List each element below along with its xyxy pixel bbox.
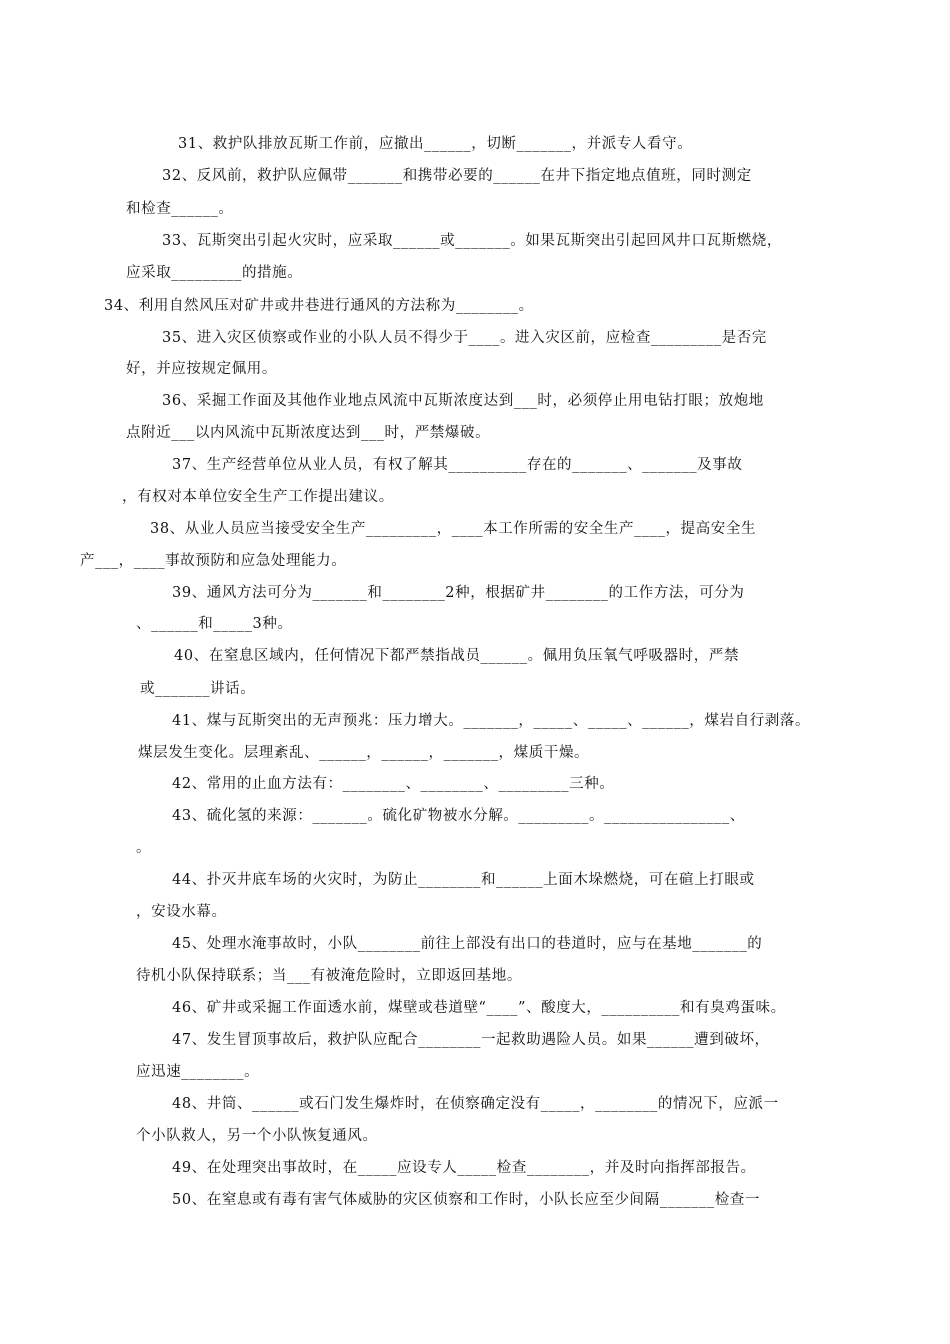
q48-line-2: 个小队救人，另一个小队恢复通风。	[136, 1128, 378, 1144]
q42-line-1: 42、常用的止血方法有：________、________、_________三种。	[172, 776, 615, 792]
q38-line-1: 38、从业人员应当接受安全生产_________，____本工作所需的安全生产____，提高安全生	[150, 521, 757, 537]
q32-line-1: 32、反风前，救护队应佩带_______和携带必要的______在井下指定地点值班，同时测定	[162, 168, 752, 184]
q44-line-1: 44、扑灭井底车场的火灾时，为防止________和______上面木垛燃烧，可在碹上打眼或	[172, 872, 755, 888]
q35-line-1: 35、进入灾区侦察或作业的小队人员不得少于____。进入灾区前，应检查_________是否完	[162, 330, 767, 346]
q50-line-1: 50、在窒息或有毒有害气体威胁的灾区侦察和工作时，小队长应至少间隔_______检查一	[172, 1192, 760, 1208]
q33-line-2: 应采取_________的措施。	[126, 265, 303, 281]
q31-line-1: 31、救护队排放瓦斯工作前，应撤出______，切断_______，并派专人看守。	[178, 136, 693, 152]
q39-line-1: 39、通风方法可分为_______和________2种，根据矿井________的工作方法，可分为	[172, 585, 745, 601]
q45-line-2: 待机小队保持联系；当___有被淹危险时，立即返回基地。	[136, 968, 522, 984]
q36-line-2: 点附近___以内风流中瓦斯浓度达到___时，严禁爆破。	[126, 425, 491, 441]
q45-line-1: 45、处理水淹事故时，小队________前往上部没有出口的巷道时，应与在基地_______的	[172, 936, 763, 952]
q34-line-1: 34、利用自然风压对矿井或井巷进行通风的方法称为________。	[104, 298, 534, 314]
q37-line-1: 37、生产经营单位从业人员，有权了解其__________存在的_______、_______及事故	[172, 457, 743, 473]
q36-line-1: 36、采掘工作面及其他作业地点风流中瓦斯浓度达到___时，必须停止用电钻打眼；放炮地	[162, 393, 764, 409]
q38-line-2: 产___，____事故预防和应急处理能力。	[80, 553, 347, 569]
q48-line-1: 48、井筒、______或石门发生爆炸时，在侦察确定没有_____，________的情况下，应派一	[172, 1096, 779, 1112]
q37-line-2: ，有权对本单位安全生产工作提出建议。	[122, 489, 394, 505]
q40-line-1: 40、在窒息区域内，任何情况下都严禁指战员______。佩用负压氧气呼吸器时，严禁	[174, 648, 740, 664]
q43-line-1: 43、硫化氢的来源：_______。硫化矿物被水分解。_________。________________、	[172, 808, 745, 824]
q41-line-2: 煤层发生变化。层理紊乱、______，______，_______，煤质干燥。	[138, 745, 590, 761]
q41-line-1: 41、煤与瓦斯突出的无声预兆：压力增大。_______，_____、_____、______，煤岩自行剥落。	[172, 713, 811, 729]
q43-line-2: 。	[136, 840, 152, 856]
q44-line-2: ，安设水幕。	[136, 904, 227, 920]
q32-line-2: 和检查______。	[126, 201, 234, 217]
q49-line-1: 49、在处理突出事故时，在_____应设专人_____检查________，并及时向指挥部报告。	[172, 1160, 756, 1176]
q39-line-2: 、______和_____3种。	[136, 616, 293, 632]
q40-line-2: 或_______讲话。	[140, 681, 256, 697]
q47-line-1: 47、发生冒顶事故后，救护队应配合________一起救助遇险人员。如果______遭到破坏，	[172, 1032, 770, 1048]
q33-line-1: 33、瓦斯突出引起火灾时，应采取______或_______。如果瓦斯突出引起回风井口瓦斯燃烧，	[162, 233, 782, 249]
q47-line-2: 应迅速________。	[136, 1064, 260, 1080]
q46-line-1: 46、矿井或采掘工作面透水前，煤壁或巷道壁“____”、酸度大，__________和有臭鸡蛋味。	[172, 1000, 786, 1016]
q35-line-2: 好，并应按规定佩用。	[126, 361, 277, 377]
